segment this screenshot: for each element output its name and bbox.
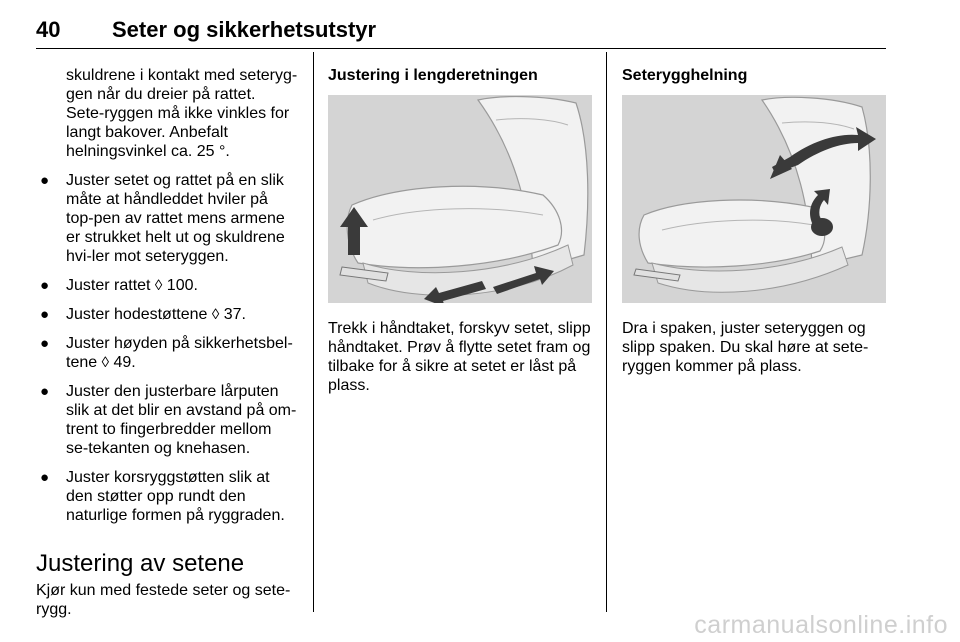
bullet-icon: ● bbox=[40, 469, 50, 486]
subheading-longitudinal: Justering i lengderetningen bbox=[328, 67, 538, 84]
page-header bbox=[36, 8, 886, 46]
list-item-text: Juster korsryggstøtten slik at den støtter opp rundt den naturlige formen på ryggraden. bbox=[66, 469, 285, 524]
bullet-icon: ● bbox=[40, 335, 50, 352]
list-item-text: Juster hodestøttene bbox=[66, 306, 212, 323]
section-paragraph: Kjør kun med festede seter og sete-rygg. bbox=[36, 582, 291, 618]
list-item bbox=[36, 171, 298, 266]
column-right bbox=[622, 66, 888, 376]
page-reference-icon: ◊ bbox=[101, 354, 110, 371]
list-item bbox=[36, 276, 298, 295]
page-title: Seter og sikkerhetsutstyr bbox=[112, 17, 377, 42]
column-divider-2 bbox=[606, 52, 607, 612]
page-reference[interactable]: 100. bbox=[166, 277, 198, 294]
page-reference-icon: ◊ bbox=[211, 306, 220, 323]
list-item bbox=[36, 305, 298, 324]
list-item bbox=[36, 382, 298, 458]
seat-longitudinal-illustration bbox=[328, 95, 592, 303]
watermark: carmanualsonline.info bbox=[694, 611, 948, 639]
page-reference[interactable]: 37. bbox=[223, 306, 246, 323]
list-item-text: Juster rattet bbox=[66, 277, 155, 294]
list-item bbox=[36, 468, 298, 525]
list-item-text: Juster setet og rattet på en slik måte at håndleddet hviler på top-pen av rattet mens armene er strukket helt ut og skuldrene hvi-ler mot seteryggen. bbox=[66, 172, 285, 265]
bullet-icon: ● bbox=[40, 306, 50, 323]
bullet-icon: ● bbox=[40, 277, 50, 294]
bullet-icon: ● bbox=[40, 383, 50, 400]
caption-backrest-angle: Dra i spaken, juster seteryggen og slipp spaken. Du skal høre at sete-ryggen kommer på plass. bbox=[622, 320, 869, 375]
caption-longitudinal: Trekk i håndtaket, forskyv setet, slipp håndtaket. Prøv å flytte setet fram og tilbake for å sikre at setet er låst på plass. bbox=[328, 320, 591, 394]
seat-backrest-illustration bbox=[622, 95, 886, 303]
list-item-text: Juster den justerbare lårputen slik at det blir en avstand på om-trent to fingerbredder mellom se-tekanten og knehasen. bbox=[66, 383, 297, 457]
column-middle bbox=[328, 66, 594, 395]
column-left bbox=[36, 66, 298, 619]
bullet-icon: ● bbox=[40, 172, 50, 189]
intro-paragraph: skuldrene i kontakt med seteryg-gen når du dreier på rattet. Sete-ryggen må ikke vinkles for langt bakover. Anbefalt helningsvinkel ca. 25 °. bbox=[66, 67, 298, 160]
subheading-backrest-angle: Seterygghelning bbox=[622, 67, 748, 84]
section-heading: Justering av setene bbox=[36, 550, 245, 577]
list-item bbox=[36, 334, 298, 372]
page-number: 40 bbox=[36, 17, 61, 42]
adjustment-list bbox=[36, 171, 298, 525]
page-reference[interactable]: 49. bbox=[113, 354, 136, 371]
header-rule bbox=[36, 48, 886, 49]
list-item-text: Juster høyden på sikkerhetsbel-tene bbox=[66, 335, 293, 371]
column-divider-1 bbox=[313, 52, 314, 612]
page-reference-icon: ◊ bbox=[154, 277, 163, 294]
